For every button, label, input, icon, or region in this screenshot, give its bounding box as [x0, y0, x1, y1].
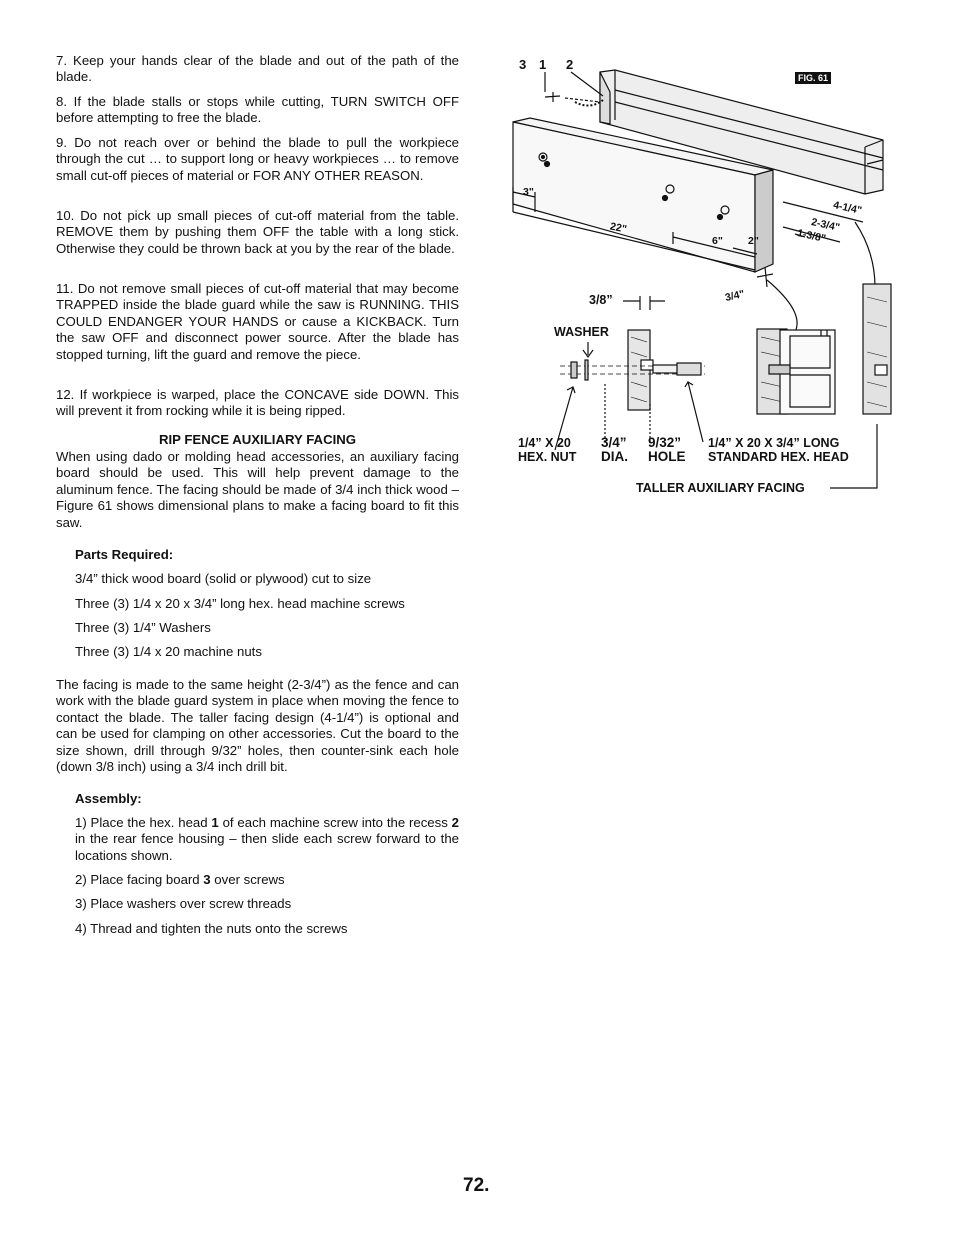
callout-2: 2: [566, 57, 574, 72]
nut-label: 1/4” X 20 HEX. NUT: [518, 436, 577, 464]
rule-7: 7. Keep your hands clear of the blade and out of the path of the blade.: [56, 53, 459, 85]
fence-facing-drawing: [505, 52, 900, 502]
assembly-step-2: 2) Place facing board 3 over screws: [75, 872, 285, 887]
rule-9: 9. Do not reach over or behind the blade to pull the workpiece through the cut … to support long or heavy workpieces … to remove small cut-off pieces of material or FOR ANY OTHER REASON.: [56, 135, 459, 183]
screw-label: 1/4” X 20 X 3/4” LONG STANDARD HEX. HEAD: [708, 436, 849, 464]
rule-10: 10. Do not pick up small pieces of cut-off material from the table. REMOVE them by pushing them OFF the table with a long stick. Otherwise they could be thrown back at you by the rear of the blade.: [56, 208, 459, 256]
rule-8: 8. If the blade stalls or stops while cutting, TURN SWITCH OFF before attempting to free the blade.: [56, 94, 459, 126]
parts-heading: Parts Required:: [75, 547, 174, 562]
dim-2-3-4: 2-3/4": [810, 216, 841, 234]
parts-item: Three (3) 1/4 x 20 x 3/4” long hex. head machine screws: [75, 596, 405, 611]
parts-item: Three (3) 1/4” Washers: [75, 620, 211, 635]
parts-item: Three (3) 1/4 x 20 machine nuts: [75, 644, 262, 659]
dim-22: 22": [608, 220, 628, 236]
assembly-step-1: 1) Place the hex. head 1 of each machine screw into the recess 2 in the rear fence housing – then slide each screw forward to the locations shown.: [75, 815, 459, 863]
figure-tag: FIG. 61: [795, 72, 831, 84]
figure-61: [505, 52, 900, 502]
page-number: 72.: [463, 1175, 490, 1196]
assembly-heading: Assembly:: [75, 791, 142, 806]
washer-label: WASHER: [554, 325, 609, 339]
assembly-step-3: 3) Place washers over screw threads: [75, 896, 292, 911]
dim-3-4: 3/4": [723, 288, 746, 304]
rule-12: 12. If workpiece is warped, place the CONCAVE side DOWN. This will prevent it from rocking while it is being ripped.: [56, 387, 459, 419]
rule-11: 11. Do not remove small pieces of cut-off material that may become TRAPPED inside the blade guard while the saw is RUNNING. THIS COULD ENDANGER YOUR HANDS or cause a KICKBACK. Turn the saw OFF and disconnect power source. After the blade has stopped turning, lift the guard and remove the piece.: [56, 281, 459, 362]
dia-label: 3/4” DIA.: [601, 435, 628, 464]
dim-2: 2": [748, 235, 759, 247]
dim-3: 3": [523, 186, 534, 198]
taller-facing-label: TALLER AUXILIARY FACING: [636, 481, 805, 495]
section-intro: When using dado or molding head accessories, an auxiliary facing board should be used. This will help prevent damage to the aluminum fence. The facing should be made of 3/4 inch thick wood – Figure 61 shows dimensional plans to make a facing board to fit this saw.: [56, 449, 459, 530]
parts-item: 3/4” thick wood board (solid or plywood) cut to size: [75, 571, 372, 586]
dim-3-8: 3/8”: [589, 293, 613, 307]
dim-4-1-4: 4-1/4": [832, 199, 863, 217]
hole-label: 9/32” HOLE: [648, 435, 686, 464]
facing-paragraph: The facing is made to the same height (2-3/4”) as the fence and can work with the blade guard system in place when moving the fence to contact the blade. The taller facing design (4-1/4”) is optional and can be used for clamping on other accessories. Cut the board to the size shown, drill through 9/32” holes, then counter-sink each hole (down 3/8 inch) using a 3/4 inch drill bit.: [56, 677, 459, 775]
assembly-step-4: 4) Thread and tighten the nuts onto the screws: [75, 921, 348, 936]
callout-3: 3: [519, 57, 527, 72]
callout-1: 1: [539, 57, 547, 72]
section-heading: RIP FENCE AUXILIARY FACING: [158, 432, 357, 447]
dim-1-3-8: 1-3/8": [796, 227, 827, 245]
dim-6: 6": [712, 235, 723, 247]
